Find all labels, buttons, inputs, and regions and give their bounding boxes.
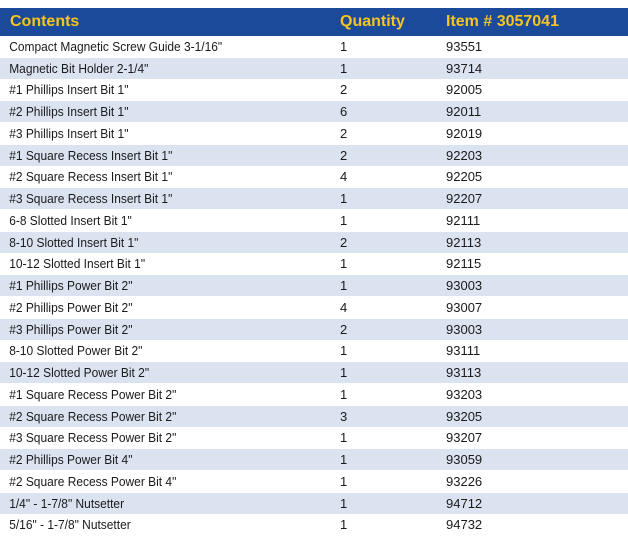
table-row [0, 493, 628, 515]
item-name: #1 Phillips Power Bit 2" [9, 278, 133, 294]
item-number: 92011 [446, 104, 482, 120]
item-quantity: 1 [340, 473, 348, 489]
table-row [0, 471, 628, 493]
item-number: 94712 [446, 495, 483, 511]
item-quantity: 1 [340, 256, 348, 272]
table-row [0, 58, 628, 80]
item-quantity: 1 [340, 386, 348, 402]
item-quantity: 1 [340, 343, 348, 359]
table-row [0, 254, 628, 276]
table-row [0, 362, 628, 384]
item-quantity: 2 [340, 82, 348, 98]
item-quantity: 2 [340, 234, 348, 250]
item-number: 93113 [446, 365, 482, 381]
item-quantity: 1 [340, 517, 348, 533]
item-name: 10-12 Slotted Insert Bit 1" [9, 256, 146, 272]
item-name: 8-10 Slotted Power Bit 2" [9, 343, 143, 359]
table-row [0, 145, 628, 167]
item-quantity: 1 [340, 191, 348, 207]
item-quantity: 1 [340, 430, 348, 446]
table-row [0, 428, 628, 450]
item-number: 93203 [446, 386, 483, 402]
table-row [0, 319, 628, 341]
item-quantity: 4 [340, 299, 348, 315]
item-quantity: 1 [340, 38, 348, 54]
item-number: 93059 [446, 452, 483, 468]
header-item-number: Item # 3057041 [446, 13, 559, 30]
item-number: 93003 [446, 278, 483, 294]
item-quantity: 1 [340, 495, 348, 511]
item-number: 92019 [446, 125, 483, 141]
item-number: 92203 [446, 147, 483, 163]
item-quantity: 4 [340, 169, 348, 185]
table-row [0, 232, 628, 254]
item-name: Magnetic Bit Holder 2-1/4" [9, 60, 149, 76]
table-row [0, 123, 628, 145]
item-quantity: 1 [340, 278, 348, 294]
table-row [0, 167, 628, 189]
item-name: 6-8 Slotted Insert Bit 1" [9, 212, 132, 228]
item-name: #3 Square Recess Insert Bit 1" [9, 191, 173, 207]
item-name: Compact Magnetic Screw Guide 3-1/16" [9, 38, 223, 54]
item-name: #2 Square Recess Power Bit 2" [9, 408, 177, 424]
item-name: #1 Square Recess Power Bit 2" [9, 386, 177, 402]
contents-table [0, 8, 628, 536]
item-name: #2 Phillips Power Bit 2" [9, 299, 133, 315]
item-quantity: 1 [340, 452, 348, 468]
item-number: 92113 [446, 234, 482, 250]
table-row [0, 384, 628, 406]
item-number: 93714 [446, 60, 483, 76]
item-number: 92207 [446, 191, 483, 207]
item-quantity: 6 [340, 104, 348, 120]
table-row [0, 406, 628, 428]
header-contents: Contents [10, 13, 80, 30]
item-quantity: 1 [340, 60, 348, 76]
item-name: 8-10 Slotted Insert Bit 1" [9, 234, 139, 250]
item-number: 93205 [446, 408, 483, 424]
table-row [0, 341, 628, 363]
table-row [0, 275, 628, 297]
item-name: #3 Phillips Power Bit 2" [9, 321, 133, 337]
item-number: 93551 [446, 38, 483, 54]
item-quantity: 2 [340, 147, 348, 163]
item-quantity: 1 [340, 212, 348, 228]
item-name: #3 Phillips Insert Bit 1" [9, 125, 129, 141]
item-number: 93226 [446, 473, 483, 489]
item-number: 92111 [446, 212, 481, 228]
item-name: #1 Square Recess Insert Bit 1" [9, 147, 173, 163]
table-row [0, 188, 628, 210]
item-number: 94732 [446, 517, 483, 533]
table-row [0, 101, 628, 123]
item-number: 92115 [446, 256, 482, 272]
table-body [0, 36, 628, 536]
item-quantity: 1 [340, 365, 348, 381]
item-name: #2 Square Recess Power Bit 4" [9, 473, 177, 489]
table-row [0, 80, 628, 102]
item-number: 93111 [446, 343, 481, 359]
item-name: 1/4" - 1-7/8" Nutsetter [9, 495, 125, 511]
item-number: 93207 [446, 430, 483, 446]
item-name: #2 Square Recess Insert Bit 1" [9, 169, 173, 185]
table-row [0, 36, 628, 58]
item-name: #2 Phillips Power Bit 4" [9, 452, 133, 468]
item-name: 5/16" - 1-7/8" Nutsetter [9, 517, 131, 533]
item-number: 92005 [446, 82, 483, 98]
item-number: 93003 [446, 321, 483, 337]
item-name: #2 Phillips Insert Bit 1" [9, 104, 129, 120]
table-row [0, 210, 628, 232]
item-name: #3 Square Recess Power Bit 2" [9, 430, 177, 446]
item-name: #1 Phillips Insert Bit 1" [9, 82, 129, 98]
table-header [0, 8, 628, 36]
item-number: 92205 [446, 169, 483, 185]
item-quantity: 2 [340, 125, 348, 141]
item-name: 10-12 Slotted Power Bit 2" [9, 365, 150, 381]
table-row [0, 449, 628, 471]
item-number: 93007 [446, 299, 483, 315]
header-quantity: Quantity [340, 13, 405, 30]
table-row [0, 297, 628, 319]
item-quantity: 3 [340, 408, 348, 424]
table-row [0, 515, 628, 537]
item-quantity: 2 [340, 321, 348, 337]
